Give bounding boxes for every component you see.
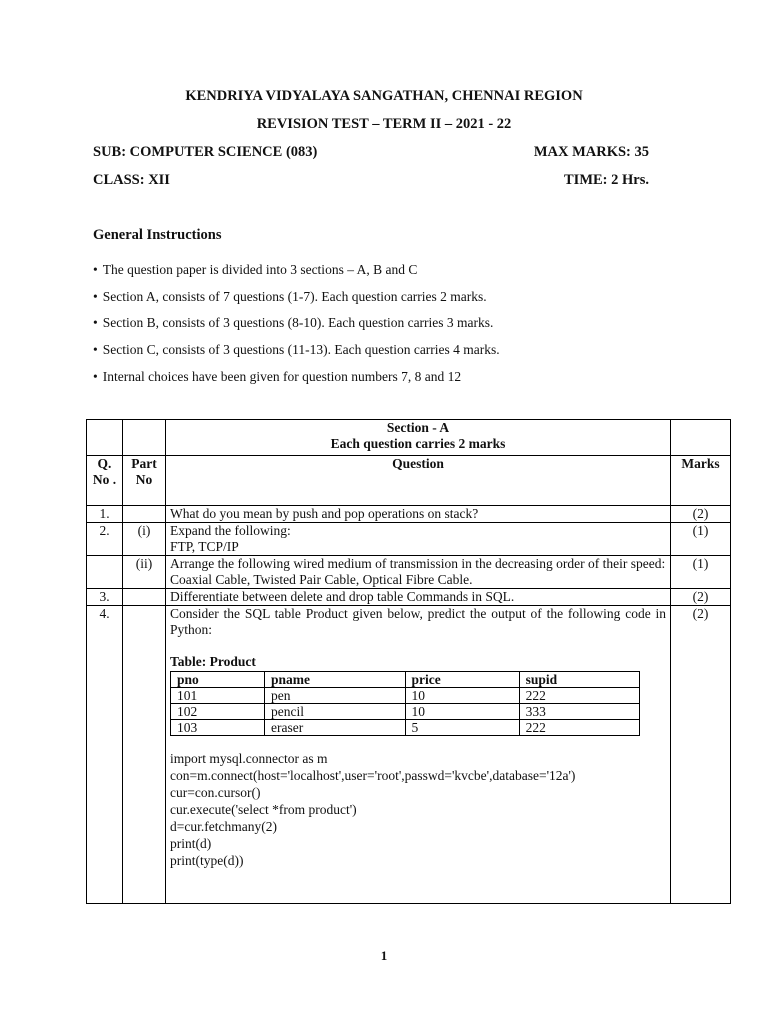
class-label: CLASS: XII <box>93 172 170 188</box>
column-header-row <box>87 456 731 506</box>
instructions-list <box>93 262 500 395</box>
code-line: cur=con.cursor() <box>170 785 261 800</box>
qno-cell: 4. <box>87 606 123 904</box>
question-cell <box>166 556 671 589</box>
col-marks: Marks <box>671 456 731 506</box>
section-title: Section - A <box>386 420 450 435</box>
subject-row <box>93 144 649 161</box>
table-row <box>87 523 731 556</box>
instruction-item: • Section C, consists of 3 questions (11-13). Each question carries 4 marks. <box>93 342 500 369</box>
qno-cell: 3. <box>87 589 123 606</box>
subject-label: SUB: COMPUTER SCIENCE (083) <box>93 144 318 160</box>
question-table <box>86 419 731 904</box>
page-number: 1 <box>380 948 388 963</box>
col-part: Part No <box>123 456 166 506</box>
org-title: KENDRIYA VIDYALAYA SANGATHAN, CHENNAI REGION <box>185 88 583 104</box>
instruction-item: • Internal choices have been given for question numbers 7, 8 and 12 <box>93 369 500 396</box>
code-line: import mysql.connector as m <box>170 751 328 766</box>
product-header-cell: supid <box>519 672 639 688</box>
question-cell <box>166 589 671 606</box>
question-cell <box>166 523 671 556</box>
product-table <box>170 671 640 736</box>
blank-cell <box>87 420 123 456</box>
product-cell: 10 <box>405 704 519 720</box>
product-header-row <box>171 672 640 688</box>
product-cell: pencil <box>264 704 405 720</box>
product-row <box>171 720 640 736</box>
blank-cell <box>123 420 166 456</box>
product-header-cell: price <box>405 672 519 688</box>
question-cell <box>166 606 671 904</box>
question-text: What do you mean by push and pop operations on stack? <box>170 506 479 521</box>
part-cell: (i) <box>123 523 166 556</box>
qno-cell: 1. <box>87 506 123 523</box>
product-cell: 102 <box>171 704 265 720</box>
table-row <box>87 606 731 904</box>
marks-cell: (2) <box>671 506 731 523</box>
question-text: Coaxial Cable, Twisted Pair Cable, Optical Fibre Cable. <box>170 572 473 587</box>
instruction-item: • The question paper is divided into 3 sections – A, B and C <box>93 262 500 289</box>
code-line: con=m.connect(host='localhost',user='root',passwd='kvcbe',database='12a') <box>170 768 576 783</box>
test-title: REVISION TEST – TERM II – 2021 - 22 <box>256 116 512 132</box>
marks-cell: (2) <box>671 606 731 904</box>
part-cell <box>123 606 166 904</box>
product-cell: 333 <box>519 704 639 720</box>
marks-cell: (2) <box>671 589 731 606</box>
code-line: print(type(d)) <box>170 853 244 868</box>
table-row <box>87 589 731 606</box>
product-row <box>171 704 640 720</box>
product-row <box>171 688 640 704</box>
question-text: Differentiate between delete and drop table Commands in SQL. <box>170 589 515 604</box>
product-cell: 101 <box>171 688 265 704</box>
product-cell: 222 <box>519 688 639 704</box>
question-text: Consider the SQL table Product given below, predict the output of the following code in Python: <box>170 606 666 637</box>
part-cell <box>123 589 166 606</box>
section-subtitle: Each question carries 2 marks <box>330 436 506 451</box>
marks-cell: (1) <box>671 556 731 589</box>
section-heading <box>166 420 671 456</box>
python-code <box>170 750 666 869</box>
question-cell <box>166 506 671 523</box>
product-cell: 10 <box>405 688 519 704</box>
qno-cell <box>87 556 123 589</box>
qno-cell: 2. <box>87 523 123 556</box>
col-qno: Q. No . <box>87 456 123 506</box>
instructions-title: General Instructions <box>93 227 222 243</box>
max-marks-label: MAX MARKS: 35 <box>533 144 649 160</box>
product-cell: 222 <box>519 720 639 736</box>
marks-cell: (1) <box>671 523 731 556</box>
product-cell: 5 <box>405 720 519 736</box>
question-text: Arrange the following wired medium of transmission in the decreasing order of their speed: <box>170 556 666 571</box>
product-table-title: Table: Product <box>170 654 256 669</box>
code-line: cur.execute('select *from product') <box>170 802 357 817</box>
product-header-cell: pname <box>264 672 405 688</box>
code-line: print(d) <box>170 836 212 851</box>
product-cell: eraser <box>264 720 405 736</box>
question-text: Expand the following: <box>170 523 291 538</box>
product-header-cell: pno <box>171 672 265 688</box>
instruction-item: • Section B, consists of 3 questions (8-10). Each question carries 3 marks. <box>93 315 500 342</box>
part-cell <box>123 506 166 523</box>
instruction-item: • Section A, consists of 7 questions (1-7). Each question carries 2 marks. <box>93 289 500 316</box>
product-cell: pen <box>264 688 405 704</box>
time-label: TIME: 2 Hrs. <box>564 172 649 188</box>
section-header-row <box>87 420 731 456</box>
table-row <box>87 556 731 589</box>
question-text: FTP, TCP/IP <box>170 539 239 554</box>
class-row <box>93 172 649 189</box>
blank-cell <box>671 420 731 456</box>
product-cell: 103 <box>171 720 265 736</box>
code-line: d=cur.fetchmany(2) <box>170 819 277 834</box>
table-row <box>87 506 731 523</box>
col-question: Question <box>166 456 671 506</box>
part-cell: (ii) <box>123 556 166 589</box>
